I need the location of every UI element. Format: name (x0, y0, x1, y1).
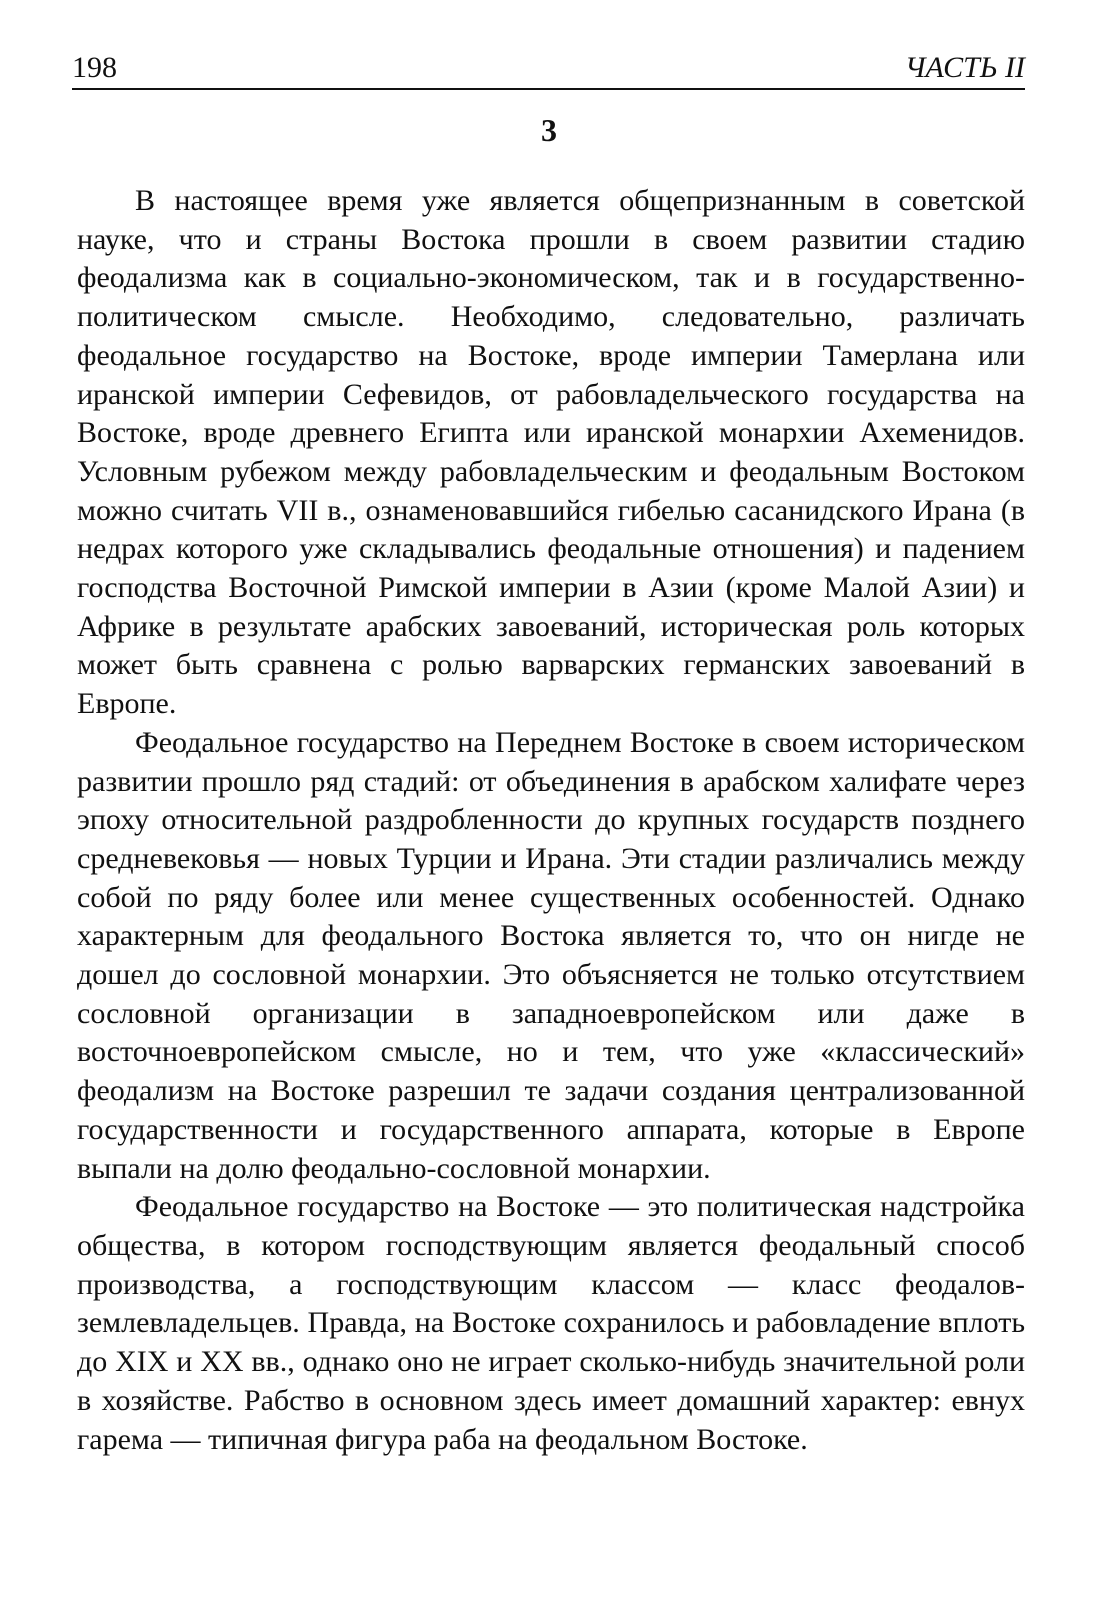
running-head (72, 48, 1025, 90)
page-number: 198 (72, 51, 117, 84)
body-text (77, 182, 1025, 1459)
paragraph-3: Феодальное государство на Востоке — это политическая надстройка общества, в котором господствующим является феодальный способ производства, а господствующим классом — класс феодалов-землевладельцев. Правда, на Востоке сохранилось и рабовладение вплоть до XIX и XX вв., однако оно не играет сколько-нибудь значительной роли в хозяйстве. Рабство в основном здесь имеет домашний характер: евнух гарема — типичная фигура раба на феодальном Востоке. (77, 1190, 1025, 1456)
part-title: ЧАСТЬ II (904, 51, 1025, 84)
paragraph-1: В настоящее время уже является общепризнанным в советской науке, что и страны Востока прошли в своем развитии стадию феодализма как в социально-экономическом, так и в государственно-политическом смысле. Необходимо, следовательно, различать феодальное государство на Востоке, вроде империи Тамерлана или иранской империи Сефевидов, от рабовладельческого государства на Востоке, вроде древнего Египта или иранской монархии Ахеменидов. Условным рубежом между рабовладельческим и феодальным Востоком можно считать VII в., ознаменовавшийся гибелью сасанидского Ирана (в недрах которого уже складывались феодальные отношения) и падением господства Восточной Римской империи в Азии (кроме Малой Азии) и Африке в результате арабских завоеваний, историческая роль которых может быть сравнена с ролью варварских германских завоеваний в Европе. (77, 184, 1025, 721)
section-number: 3 (541, 112, 557, 148)
paragraph-2: Феодальное государство на Переднем Востоке в своем историческом развитии прошло ряд стадий: от объединения в арабском халифате через эпоху относительной раздробленности до крупных государств позднего средневековья — новых Турции и Ирана. Эти стадии различались между собой по ряду более или менее существенных особенностей. Однако характерным для феодального Востока является то, что он нигде не дошел до сословной монархии. Это объясняется не только отсутствием сословной организации в западноевропейском или даже в восточноевропейском смысле, но и тем, что уже «классический» феодализм на Востоке разрешил те задачи создания централизованной государственности и государственного аппарата, которые в Европе выпали на долю феодально-сословной монархии. (77, 725, 1025, 1185)
